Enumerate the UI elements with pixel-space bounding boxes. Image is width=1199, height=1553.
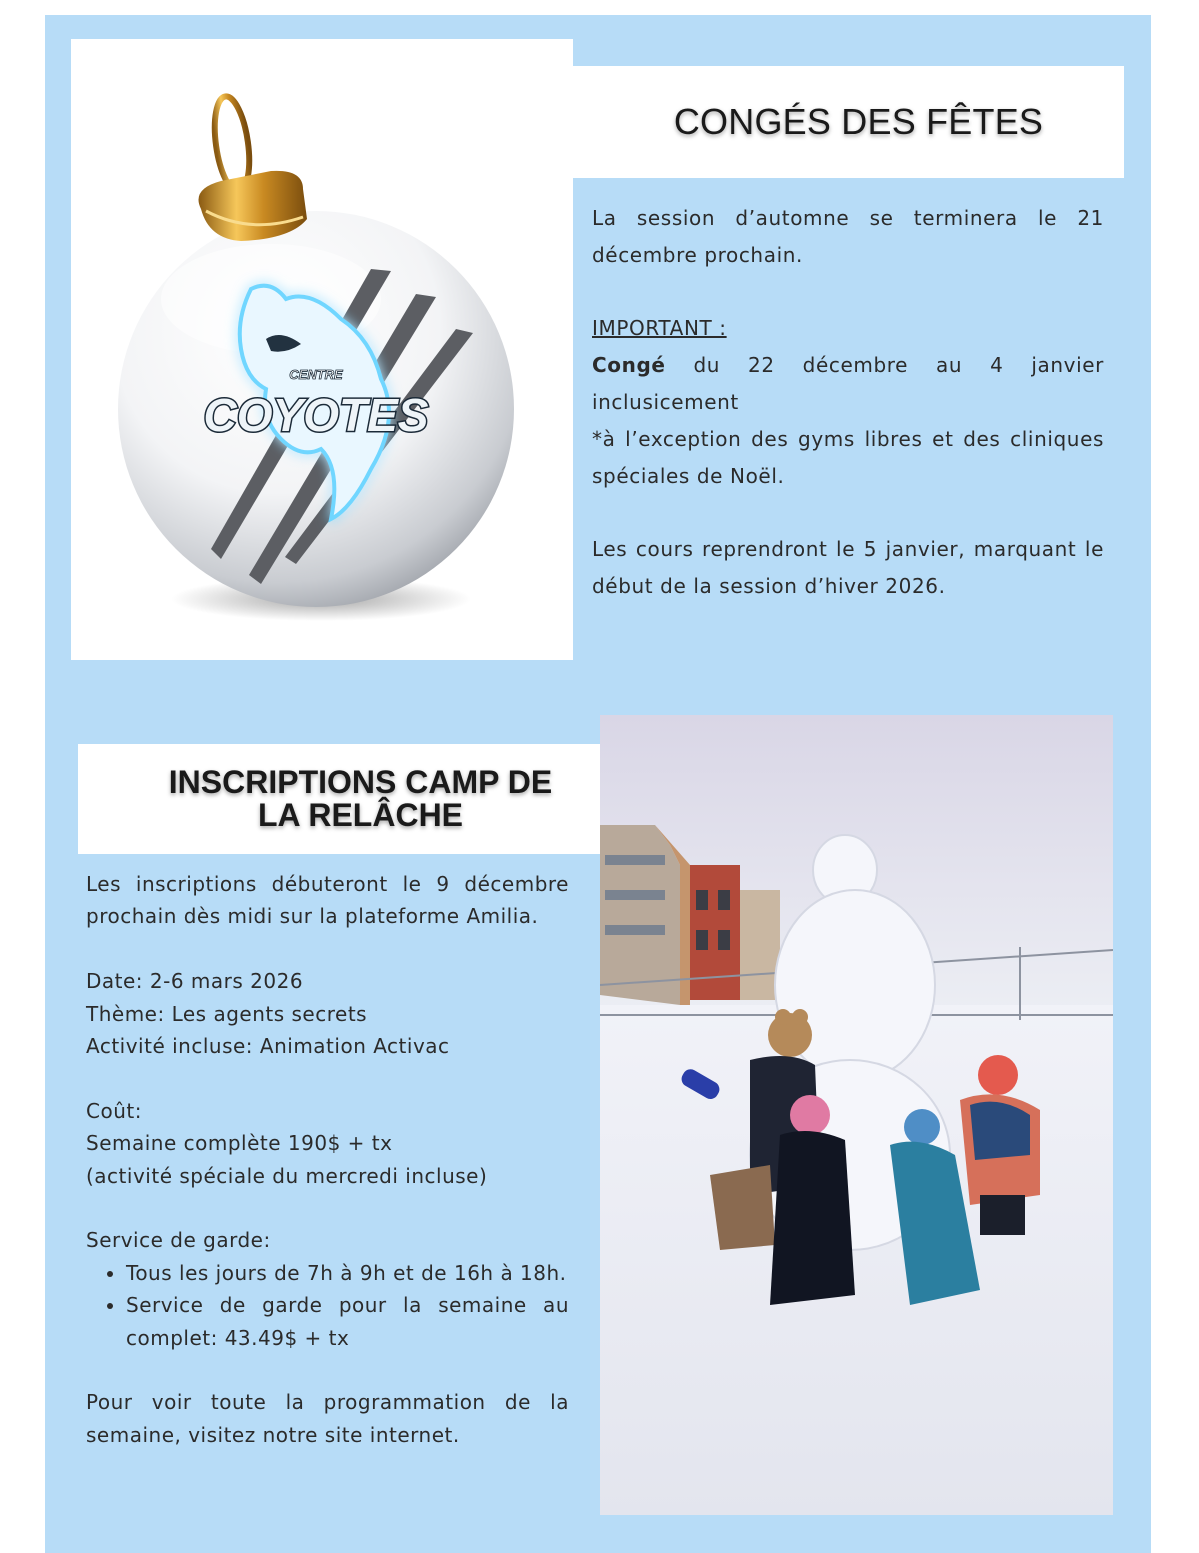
camp-title: INSCRIPTIONS CAMP DE LA RELÂCHE xyxy=(168,764,553,833)
camp-theme: Thème: Les agents secrets xyxy=(86,1001,368,1026)
conges-resume: Les cours reprendront le 5 janvier, marquant le début de la session d’hiver 2026. xyxy=(592,537,1104,598)
camp-garde-label: Service de garde: xyxy=(86,1228,271,1253)
important-label: IMPORTANT : xyxy=(592,316,727,341)
camp-activity: Activité incluse: Animation Activac xyxy=(86,1034,450,1059)
camp-cost-label: Coût: xyxy=(86,1098,142,1123)
conges-title: CONGÉS DES FÊTES xyxy=(673,101,1044,142)
ornament-image xyxy=(71,39,573,660)
conge-dates: du 22 décembre au 4 janvier inclusicement xyxy=(592,353,1104,414)
camp-title-box xyxy=(78,744,653,854)
conge-bold: Congé xyxy=(592,353,666,378)
ornament-cap xyxy=(199,171,308,241)
camp-outro: Pour voir toute la programmation de la semaine, visitez notre site internet. xyxy=(86,1390,569,1447)
camp-cost-note: (activité spéciale du mercredi incluse) xyxy=(86,1163,488,1188)
conges-period xyxy=(592,347,1104,421)
camp-date: Date: 2-6 mars 2026 xyxy=(86,969,304,994)
camp-cost-week: Semaine complète 190$ + tx xyxy=(86,1131,393,1156)
ornament-graphic xyxy=(71,39,573,660)
conges-session-end: La session d’automne se terminera le 21 décembre prochain. xyxy=(592,206,1104,267)
camp-garde-list xyxy=(86,1257,569,1354)
logo-centre-text: CENTRE xyxy=(289,367,343,382)
conges-title-box xyxy=(573,66,1124,178)
logo-coyotes-text: COYOTES xyxy=(203,389,429,441)
camp-text xyxy=(86,868,569,1451)
conges-text xyxy=(592,200,1104,605)
camp-intro: Les inscriptions débuteront le 9 décembre prochain dès midi sur la plateforme Amilia. xyxy=(86,872,569,929)
snowman-photo-graphic xyxy=(600,715,1113,1515)
conges-exception: *à l’exception des gyms libres et des cliniques spéciales de Noël. xyxy=(592,426,1104,488)
list-item: • Service de garde pour la semaine au complet: 43.49$ + tx xyxy=(126,1289,569,1354)
list-item: • Tous les jours de 7h à 9h et de 16h à 18h. xyxy=(126,1257,569,1289)
snowman-photo xyxy=(600,715,1113,1515)
